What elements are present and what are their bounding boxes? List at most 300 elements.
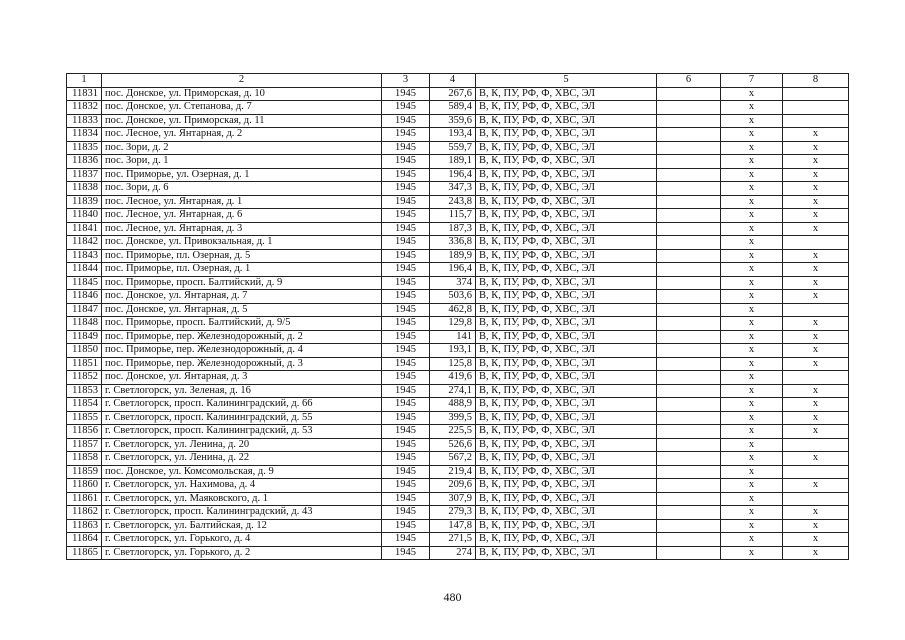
cell-address: пос. Приморье, просп. Балтийский, д. 9 xyxy=(102,276,382,290)
cell-col-7-mark: х xyxy=(721,452,783,466)
cell-col-8-mark: х xyxy=(783,209,849,223)
cell-year: 1945 xyxy=(382,317,430,331)
cell-col-7-mark: х xyxy=(721,222,783,236)
cell-utilities: В, К, ПУ, РФ, Ф, ХВС, ЭЛ xyxy=(476,290,657,304)
cell-year: 1945 xyxy=(382,195,430,209)
cell-record-number: 11864 xyxy=(67,533,102,547)
cell-col-6 xyxy=(657,425,721,439)
cell-area: 267,6 xyxy=(430,87,476,101)
cell-area: 129,8 xyxy=(430,317,476,331)
cell-year: 1945 xyxy=(382,141,430,155)
cell-col-8-mark xyxy=(783,371,849,385)
table-row xyxy=(67,290,849,304)
cell-col-8-mark: х xyxy=(783,452,849,466)
column-header-1: 1 xyxy=(67,74,102,88)
cell-area: 219,4 xyxy=(430,465,476,479)
cell-col-8-mark: х xyxy=(783,546,849,560)
cell-record-number: 11849 xyxy=(67,330,102,344)
cell-col-6 xyxy=(657,506,721,520)
cell-col-6 xyxy=(657,546,721,560)
cell-col-8-mark: х xyxy=(783,182,849,196)
cell-col-8-mark xyxy=(783,492,849,506)
cell-address: пос. Лесное, ул. Янтарная, д. 3 xyxy=(102,222,382,236)
cell-address: пос. Донское, ул. Янтарная, д. 5 xyxy=(102,303,382,317)
cell-col-7-mark: х xyxy=(721,479,783,493)
cell-year: 1945 xyxy=(382,438,430,452)
cell-area: 196,4 xyxy=(430,263,476,277)
table-row xyxy=(67,209,849,223)
table-row xyxy=(67,411,849,425)
cell-utilities: В, К, ПУ, РФ, Ф, ХВС, ЭЛ xyxy=(476,128,657,142)
cell-col-6 xyxy=(657,519,721,533)
cell-col-7-mark: х xyxy=(721,398,783,412)
cell-col-8-mark: х xyxy=(783,317,849,331)
table-row xyxy=(67,141,849,155)
cell-col-8-mark: х xyxy=(783,195,849,209)
cell-area: 336,8 xyxy=(430,236,476,250)
cell-col-7-mark: х xyxy=(721,276,783,290)
cell-col-8-mark xyxy=(783,114,849,128)
cell-col-8-mark: х xyxy=(783,249,849,263)
cell-col-6 xyxy=(657,317,721,331)
cell-address: пос. Приморье, просп. Балтийский, д. 9/5 xyxy=(102,317,382,331)
column-header-5: 5 xyxy=(476,74,657,88)
cell-year: 1945 xyxy=(382,87,430,101)
table-row xyxy=(67,344,849,358)
cell-address: пос. Зори, д. 6 xyxy=(102,182,382,196)
cell-year: 1945 xyxy=(382,398,430,412)
cell-address: пос. Лесное, ул. Янтарная, д. 1 xyxy=(102,195,382,209)
cell-year: 1945 xyxy=(382,101,430,115)
cell-col-8-mark: х xyxy=(783,519,849,533)
table-row xyxy=(67,330,849,344)
cell-year: 1945 xyxy=(382,222,430,236)
cell-col-8-mark: х xyxy=(783,384,849,398)
cell-col-7-mark: х xyxy=(721,317,783,331)
table-row xyxy=(67,182,849,196)
cell-year: 1945 xyxy=(382,209,430,223)
cell-col-8-mark: х xyxy=(783,330,849,344)
cell-col-6 xyxy=(657,209,721,223)
cell-col-6 xyxy=(657,344,721,358)
cell-record-number: 11839 xyxy=(67,195,102,209)
cell-col-6 xyxy=(657,411,721,425)
cell-year: 1945 xyxy=(382,168,430,182)
cell-col-8-mark: х xyxy=(783,506,849,520)
cell-area: 209,6 xyxy=(430,479,476,493)
cell-col-6 xyxy=(657,114,721,128)
cell-area: 419,6 xyxy=(430,371,476,385)
cell-year: 1945 xyxy=(382,425,430,439)
cell-col-6 xyxy=(657,276,721,290)
cell-col-8-mark: х xyxy=(783,290,849,304)
cell-record-number: 11856 xyxy=(67,425,102,439)
cell-utilities: В, К, ПУ, РФ, Ф, ХВС, ЭЛ xyxy=(476,303,657,317)
cell-utilities: В, К, ПУ, РФ, Ф, ХВС, ЭЛ xyxy=(476,398,657,412)
cell-record-number: 11860 xyxy=(67,479,102,493)
cell-address: г. Светлогорск, просп. Калининградский, д. 55 xyxy=(102,411,382,425)
cell-col-8-mark: х xyxy=(783,128,849,142)
cell-address: г. Светлогорск, ул. Нахимова, д. 4 xyxy=(102,479,382,493)
cell-col-6 xyxy=(657,371,721,385)
cell-col-7-mark: х xyxy=(721,371,783,385)
table-row xyxy=(67,128,849,142)
cell-record-number: 11861 xyxy=(67,492,102,506)
cell-utilities: В, К, ПУ, РФ, Ф, ХВС, ЭЛ xyxy=(476,141,657,155)
cell-year: 1945 xyxy=(382,357,430,371)
cell-year: 1945 xyxy=(382,276,430,290)
cell-col-7-mark: х xyxy=(721,155,783,169)
table-row xyxy=(67,384,849,398)
cell-record-number: 11841 xyxy=(67,222,102,236)
cell-col-7-mark: х xyxy=(721,195,783,209)
cell-year: 1945 xyxy=(382,371,430,385)
cell-utilities: В, К, ПУ, РФ, Ф, ХВС, ЭЛ xyxy=(476,371,657,385)
cell-address: пос. Донское, ул. Комсомольская, д. 9 xyxy=(102,465,382,479)
cell-address: г. Светлогорск, просп. Калининградский, д. 53 xyxy=(102,425,382,439)
cell-col-6 xyxy=(657,303,721,317)
cell-record-number: 11853 xyxy=(67,384,102,398)
cell-record-number: 11836 xyxy=(67,155,102,169)
column-header-3: 3 xyxy=(382,74,430,88)
table-row xyxy=(67,371,849,385)
cell-col-7-mark: х xyxy=(721,263,783,277)
cell-col-7-mark: х xyxy=(721,114,783,128)
table-body xyxy=(67,87,849,560)
cell-col-8-mark: х xyxy=(783,263,849,277)
cell-col-6 xyxy=(657,263,721,277)
cell-utilities: В, К, ПУ, РФ, Ф, ХВС, ЭЛ xyxy=(476,236,657,250)
cell-utilities: В, К, ПУ, РФ, Ф, ХВС, ЭЛ xyxy=(476,425,657,439)
cell-col-6 xyxy=(657,398,721,412)
table-row xyxy=(67,222,849,236)
cell-col-6 xyxy=(657,452,721,466)
cell-address: пос. Приморье, пл. Озерная, д. 1 xyxy=(102,263,382,277)
cell-address: пос. Лесное, ул. Янтарная, д. 2 xyxy=(102,128,382,142)
table-row xyxy=(67,425,849,439)
cell-address: г. Светлогорск, просп. Калининградский, д. 43 xyxy=(102,506,382,520)
cell-address: г. Светлогорск, ул. Балтийская, д. 12 xyxy=(102,519,382,533)
cell-record-number: 11843 xyxy=(67,249,102,263)
cell-area: 243,8 xyxy=(430,195,476,209)
register-table xyxy=(66,73,849,560)
cell-utilities: В, К, ПУ, РФ, Ф, ХВС, ЭЛ xyxy=(476,249,657,263)
cell-col-7-mark: х xyxy=(721,357,783,371)
cell-col-6 xyxy=(657,222,721,236)
cell-utilities: В, К, ПУ, РФ, Ф, ХВС, ЭЛ xyxy=(476,263,657,277)
cell-year: 1945 xyxy=(382,114,430,128)
cell-col-8-mark: х xyxy=(783,141,849,155)
table-row xyxy=(67,465,849,479)
cell-col-7-mark: х xyxy=(721,384,783,398)
cell-area: 279,3 xyxy=(430,506,476,520)
cell-col-6 xyxy=(657,141,721,155)
cell-record-number: 11851 xyxy=(67,357,102,371)
cell-area: 559,7 xyxy=(430,141,476,155)
cell-address: г. Светлогорск, ул. Ленина, д. 20 xyxy=(102,438,382,452)
cell-area: 189,9 xyxy=(430,249,476,263)
cell-area: 271,5 xyxy=(430,533,476,547)
cell-area: 147,8 xyxy=(430,519,476,533)
cell-area: 399,5 xyxy=(430,411,476,425)
cell-year: 1945 xyxy=(382,344,430,358)
cell-year: 1945 xyxy=(382,263,430,277)
cell-address: пос. Донское, ул. Степанова, д. 7 xyxy=(102,101,382,115)
cell-area: 359,6 xyxy=(430,114,476,128)
cell-utilities: В, К, ПУ, РФ, Ф, ХВС, ЭЛ xyxy=(476,101,657,115)
cell-col-8-mark: х xyxy=(783,411,849,425)
cell-col-6 xyxy=(657,182,721,196)
cell-utilities: В, К, ПУ, РФ, Ф, ХВС, ЭЛ xyxy=(476,209,657,223)
cell-year: 1945 xyxy=(382,303,430,317)
cell-record-number: 11863 xyxy=(67,519,102,533)
cell-year: 1945 xyxy=(382,546,430,560)
cell-utilities: В, К, ПУ, РФ, Ф, ХВС, ЭЛ xyxy=(476,533,657,547)
column-header-6: 6 xyxy=(657,74,721,88)
table-row xyxy=(67,155,849,169)
cell-year: 1945 xyxy=(382,452,430,466)
table-row xyxy=(67,492,849,506)
header-row xyxy=(67,74,849,88)
cell-year: 1945 xyxy=(382,479,430,493)
cell-address: пос. Зори, д. 2 xyxy=(102,141,382,155)
cell-col-7-mark: х xyxy=(721,519,783,533)
column-header-2: 2 xyxy=(102,74,382,88)
cell-record-number: 11845 xyxy=(67,276,102,290)
cell-col-6 xyxy=(657,330,721,344)
cell-utilities: В, К, ПУ, РФ, Ф, ХВС, ЭЛ xyxy=(476,222,657,236)
table-row xyxy=(67,533,849,547)
cell-address: пос. Донское, ул. Привокзальная, д. 1 xyxy=(102,236,382,250)
cell-utilities: В, К, ПУ, РФ, Ф, ХВС, ЭЛ xyxy=(476,384,657,398)
cell-year: 1945 xyxy=(382,492,430,506)
cell-utilities: В, К, ПУ, РФ, Ф, ХВС, ЭЛ xyxy=(476,465,657,479)
cell-utilities: В, К, ПУ, РФ, Ф, ХВС, ЭЛ xyxy=(476,452,657,466)
cell-year: 1945 xyxy=(382,155,430,169)
cell-col-7-mark: х xyxy=(721,168,783,182)
cell-utilities: В, К, ПУ, РФ, Ф, ХВС, ЭЛ xyxy=(476,438,657,452)
cell-record-number: 11838 xyxy=(67,182,102,196)
cell-address: г. Светлогорск, ул. Ленина, д. 22 xyxy=(102,452,382,466)
cell-col-8-mark xyxy=(783,465,849,479)
cell-col-8-mark: х xyxy=(783,357,849,371)
cell-utilities: В, К, ПУ, РФ, Ф, ХВС, ЭЛ xyxy=(476,87,657,101)
cell-area: 274 xyxy=(430,546,476,560)
cell-col-7-mark: х xyxy=(721,141,783,155)
cell-col-7-mark: х xyxy=(721,344,783,358)
cell-record-number: 11858 xyxy=(67,452,102,466)
cell-col-6 xyxy=(657,236,721,250)
cell-col-7-mark: х xyxy=(721,101,783,115)
cell-col-7-mark: х xyxy=(721,330,783,344)
cell-area: 189,1 xyxy=(430,155,476,169)
cell-utilities: В, К, ПУ, РФ, Ф, ХВС, ЭЛ xyxy=(476,182,657,196)
cell-record-number: 11847 xyxy=(67,303,102,317)
cell-col-7-mark: х xyxy=(721,87,783,101)
cell-col-7-mark: х xyxy=(721,249,783,263)
cell-record-number: 11837 xyxy=(67,168,102,182)
table-row xyxy=(67,114,849,128)
cell-col-7-mark: х xyxy=(721,438,783,452)
cell-area: 503,6 xyxy=(430,290,476,304)
cell-record-number: 11846 xyxy=(67,290,102,304)
cell-col-8-mark: х xyxy=(783,155,849,169)
cell-col-7-mark: х xyxy=(721,182,783,196)
cell-col-6 xyxy=(657,465,721,479)
cell-record-number: 11850 xyxy=(67,344,102,358)
cell-address: г. Светлогорск, ул. Горького, д. 4 xyxy=(102,533,382,547)
cell-col-8-mark: х xyxy=(783,398,849,412)
cell-address: г. Светлогорск, ул. Горького, д. 2 xyxy=(102,546,382,560)
cell-col-6 xyxy=(657,533,721,547)
cell-record-number: 11862 xyxy=(67,506,102,520)
table-row xyxy=(67,479,849,493)
table-row xyxy=(67,168,849,182)
cell-address: пос. Донское, ул. Приморская, д. 11 xyxy=(102,114,382,128)
cell-col-6 xyxy=(657,195,721,209)
cell-year: 1945 xyxy=(382,384,430,398)
column-header-7: 7 xyxy=(721,74,783,88)
cell-col-6 xyxy=(657,155,721,169)
column-header-4: 4 xyxy=(430,74,476,88)
cell-col-7-mark: х xyxy=(721,425,783,439)
cell-record-number: 11855 xyxy=(67,411,102,425)
cell-area: 193,1 xyxy=(430,344,476,358)
cell-record-number: 11859 xyxy=(67,465,102,479)
cell-record-number: 11848 xyxy=(67,317,102,331)
cell-year: 1945 xyxy=(382,128,430,142)
cell-col-8-mark: х xyxy=(783,479,849,493)
cell-address: г. Светлогорск, ул. Маяковского, д. 1 xyxy=(102,492,382,506)
cell-area: 488,9 xyxy=(430,398,476,412)
cell-year: 1945 xyxy=(382,519,430,533)
cell-col-8-mark: х xyxy=(783,425,849,439)
table-row xyxy=(67,357,849,371)
cell-record-number: 11832 xyxy=(67,101,102,115)
cell-utilities: В, К, ПУ, РФ, Ф, ХВС, ЭЛ xyxy=(476,357,657,371)
cell-area: 307,9 xyxy=(430,492,476,506)
cell-area: 225,5 xyxy=(430,425,476,439)
cell-area: 125,8 xyxy=(430,357,476,371)
table-row xyxy=(67,452,849,466)
table-row xyxy=(67,276,849,290)
cell-utilities: В, К, ПУ, РФ, Ф, ХВС, ЭЛ xyxy=(476,168,657,182)
cell-col-7-mark: х xyxy=(721,533,783,547)
cell-record-number: 11833 xyxy=(67,114,102,128)
cell-utilities: В, К, ПУ, РФ, Ф, ХВС, ЭЛ xyxy=(476,276,657,290)
cell-col-6 xyxy=(657,357,721,371)
cell-col-6 xyxy=(657,128,721,142)
cell-col-7-mark: х xyxy=(721,506,783,520)
cell-col-6 xyxy=(657,168,721,182)
cell-utilities: В, К, ПУ, РФ, Ф, ХВС, ЭЛ xyxy=(476,506,657,520)
register-table-container xyxy=(66,73,849,560)
cell-col-7-mark: х xyxy=(721,209,783,223)
cell-col-6 xyxy=(657,438,721,452)
table-row xyxy=(67,236,849,250)
cell-col-8-mark xyxy=(783,236,849,250)
cell-col-7-mark: х xyxy=(721,465,783,479)
column-header-8: 8 xyxy=(783,74,849,88)
cell-utilities: В, К, ПУ, РФ, Ф, ХВС, ЭЛ xyxy=(476,519,657,533)
cell-utilities: В, К, ПУ, РФ, Ф, ХВС, ЭЛ xyxy=(476,195,657,209)
cell-year: 1945 xyxy=(382,411,430,425)
cell-year: 1945 xyxy=(382,533,430,547)
cell-year: 1945 xyxy=(382,290,430,304)
cell-record-number: 11834 xyxy=(67,128,102,142)
cell-col-6 xyxy=(657,479,721,493)
page-number: 480 xyxy=(443,590,462,604)
cell-address: пос. Лесное, ул. Янтарная, д. 6 xyxy=(102,209,382,223)
cell-record-number: 11854 xyxy=(67,398,102,412)
cell-col-8-mark xyxy=(783,101,849,115)
table-row xyxy=(67,398,849,412)
cell-col-8-mark: х xyxy=(783,344,849,358)
cell-record-number: 11852 xyxy=(67,371,102,385)
cell-utilities: В, К, ПУ, РФ, Ф, ХВС, ЭЛ xyxy=(476,411,657,425)
cell-record-number: 11865 xyxy=(67,546,102,560)
cell-utilities: В, К, ПУ, РФ, Ф, ХВС, ЭЛ xyxy=(476,317,657,331)
cell-area: 374 xyxy=(430,276,476,290)
cell-col-8-mark xyxy=(783,438,849,452)
cell-area: 141 xyxy=(430,330,476,344)
cell-area: 462,8 xyxy=(430,303,476,317)
cell-area: 196,4 xyxy=(430,168,476,182)
cell-area: 567,2 xyxy=(430,452,476,466)
cell-col-6 xyxy=(657,384,721,398)
cell-utilities: В, К, ПУ, РФ, Ф, ХВС, ЭЛ xyxy=(476,330,657,344)
cell-year: 1945 xyxy=(382,465,430,479)
table-row xyxy=(67,519,849,533)
cell-address: г. Светлогорск, просп. Калининградский, д. 66 xyxy=(102,398,382,412)
cell-area: 115,7 xyxy=(430,209,476,223)
table-row xyxy=(67,195,849,209)
cell-utilities: В, К, ПУ, РФ, Ф, ХВС, ЭЛ xyxy=(476,479,657,493)
cell-col-7-mark: х xyxy=(721,236,783,250)
cell-record-number: 11844 xyxy=(67,263,102,277)
cell-col-7-mark: х xyxy=(721,303,783,317)
cell-col-6 xyxy=(657,101,721,115)
cell-address: пос. Приморье, ул. Озерная, д. 1 xyxy=(102,168,382,182)
cell-year: 1945 xyxy=(382,506,430,520)
cell-col-8-mark: х xyxy=(783,533,849,547)
cell-year: 1945 xyxy=(382,330,430,344)
cell-col-7-mark: х xyxy=(721,290,783,304)
cell-col-8-mark xyxy=(783,87,849,101)
table-row xyxy=(67,303,849,317)
cell-area: 274,1 xyxy=(430,384,476,398)
cell-area: 347,3 xyxy=(430,182,476,196)
table-row xyxy=(67,546,849,560)
cell-col-8-mark: х xyxy=(783,222,849,236)
cell-address: пос. Приморье, пер. Железнодорожный, д. 4 xyxy=(102,344,382,358)
cell-address: пос. Приморье, пл. Озерная, д. 5 xyxy=(102,249,382,263)
cell-col-6 xyxy=(657,249,721,263)
cell-record-number: 11835 xyxy=(67,141,102,155)
table-row xyxy=(67,506,849,520)
cell-year: 1945 xyxy=(382,249,430,263)
cell-record-number: 11831 xyxy=(67,87,102,101)
cell-col-8-mark: х xyxy=(783,276,849,290)
table-row xyxy=(67,249,849,263)
cell-address: пос. Приморье, пер. Железнодорожный, д. 3 xyxy=(102,357,382,371)
cell-address: г. Светлогорск, ул. Зеленая, д. 16 xyxy=(102,384,382,398)
table-row xyxy=(67,438,849,452)
cell-utilities: В, К, ПУ, РФ, Ф, ХВС, ЭЛ xyxy=(476,155,657,169)
cell-area: 193,4 xyxy=(430,128,476,142)
cell-record-number: 11842 xyxy=(67,236,102,250)
cell-utilities: В, К, ПУ, РФ, Ф, ХВС, ЭЛ xyxy=(476,492,657,506)
